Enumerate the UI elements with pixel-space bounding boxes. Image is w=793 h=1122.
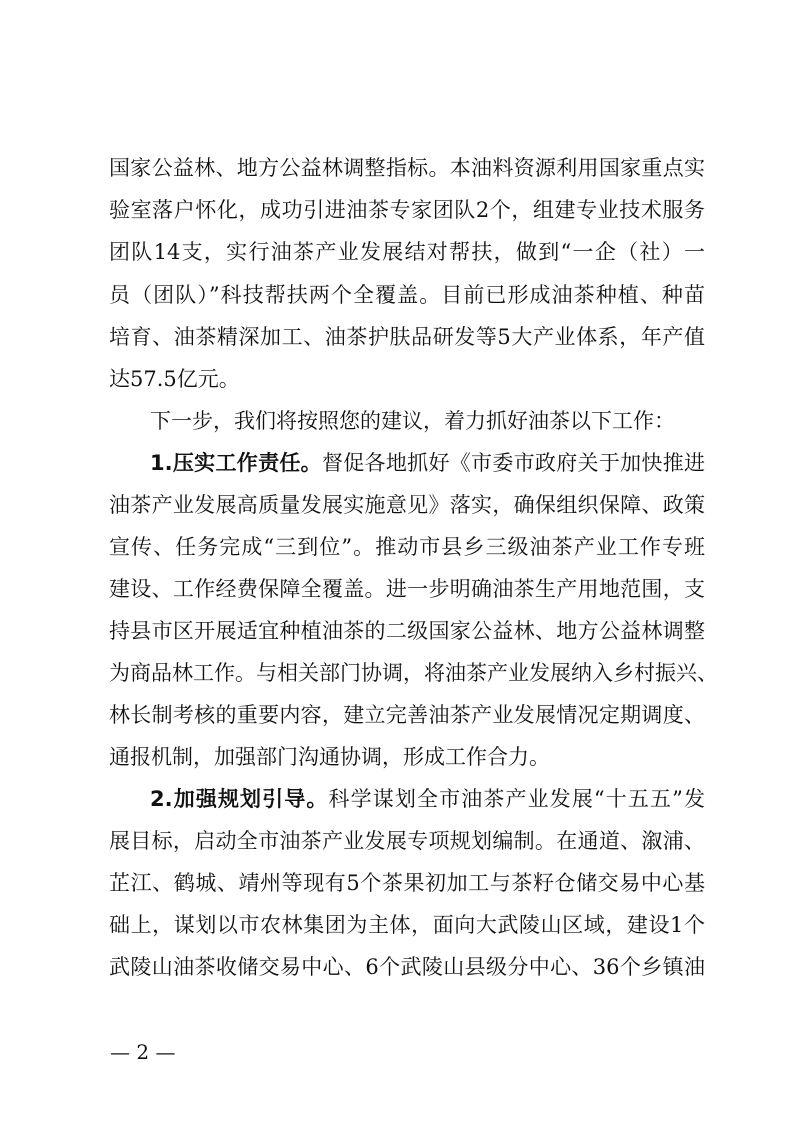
page-number: — 2 — xyxy=(110,1040,176,1064)
paragraph-line: 展目标，启动全市油茶产业发展专项规划编制。在通道、溆浦、 xyxy=(109,829,705,853)
paragraph-line: 宣传、任务完成“三到位”。推动市县乡三级油茶产业工作专班 xyxy=(109,535,705,559)
section-2-text: 科学谋划全市油茶产业发展“十五五”发 xyxy=(328,787,705,811)
section-2-first-line xyxy=(150,785,705,813)
paragraph-line: 油茶产业发展高质量发展实施意见》落实，确保组织保障、政策 xyxy=(109,493,705,517)
paragraph-line: 员（团队）”科技帮扶两个全覆盖。目前已形成油茶种植、种苗 xyxy=(109,283,705,307)
paragraph-line: 国家公益林、地方公益林调整指标。本油料资源利用国家重点实 xyxy=(109,156,705,180)
section-1-text: 督促各地抓好《市委市政府关于加快推进 xyxy=(321,451,706,475)
section-1-first-line xyxy=(150,449,705,477)
paragraph-line: 建设、工作经费保障全覆盖。进一步明确油茶生产用地范围，支 xyxy=(109,577,705,601)
paragraph-line: 验室落户怀化，成功引进油茶专家团队2个，组建专业技术服务 xyxy=(109,198,705,222)
paragraph-line: 武陵山油茶收储交易中心、6个武陵山县级分中心、36个乡镇油 xyxy=(109,955,705,979)
paragraph-line: 持县市区开展适宜种植油茶的二级国家公益林、地方公益林调整 xyxy=(109,619,705,643)
paragraph-line: 通报机制，加强部门沟通协调，形成工作合力。 xyxy=(109,745,550,769)
paragraph-line: 林长制考核的重要内容，建立完善油茶产业发展情况定期调度、 xyxy=(109,703,705,727)
paragraph-line: 团队14支，实行油茶产业发展结对帮扶，做到“一企（社）一 xyxy=(109,240,705,264)
paragraph-line: 芷江、鹤城、靖州等现有5个茶果初加工与茶籽仓储交易中心基 xyxy=(109,871,705,895)
section-1-heading: 1.压实工作责任。 xyxy=(150,451,322,475)
paragraph-line: 培育、油茶精深加工、油茶护肤品研发等5大产业体系，年产值 xyxy=(109,325,705,349)
paragraph-line: 为商品林工作。与相关部门协调，将油茶产业发展纳入乡村振兴、 xyxy=(109,661,718,685)
paragraph-line: 达57.5亿元。 xyxy=(109,367,240,391)
paragraph-line: 下一步，我们将按照您的建议，着力抓好油茶以下工作： xyxy=(150,409,675,433)
paragraph-line: 础上，谋划以市农林集团为主体，面向大武陵山区域，建设1个 xyxy=(109,913,705,937)
section-2-heading: 2.加强规划引导。 xyxy=(150,787,329,811)
